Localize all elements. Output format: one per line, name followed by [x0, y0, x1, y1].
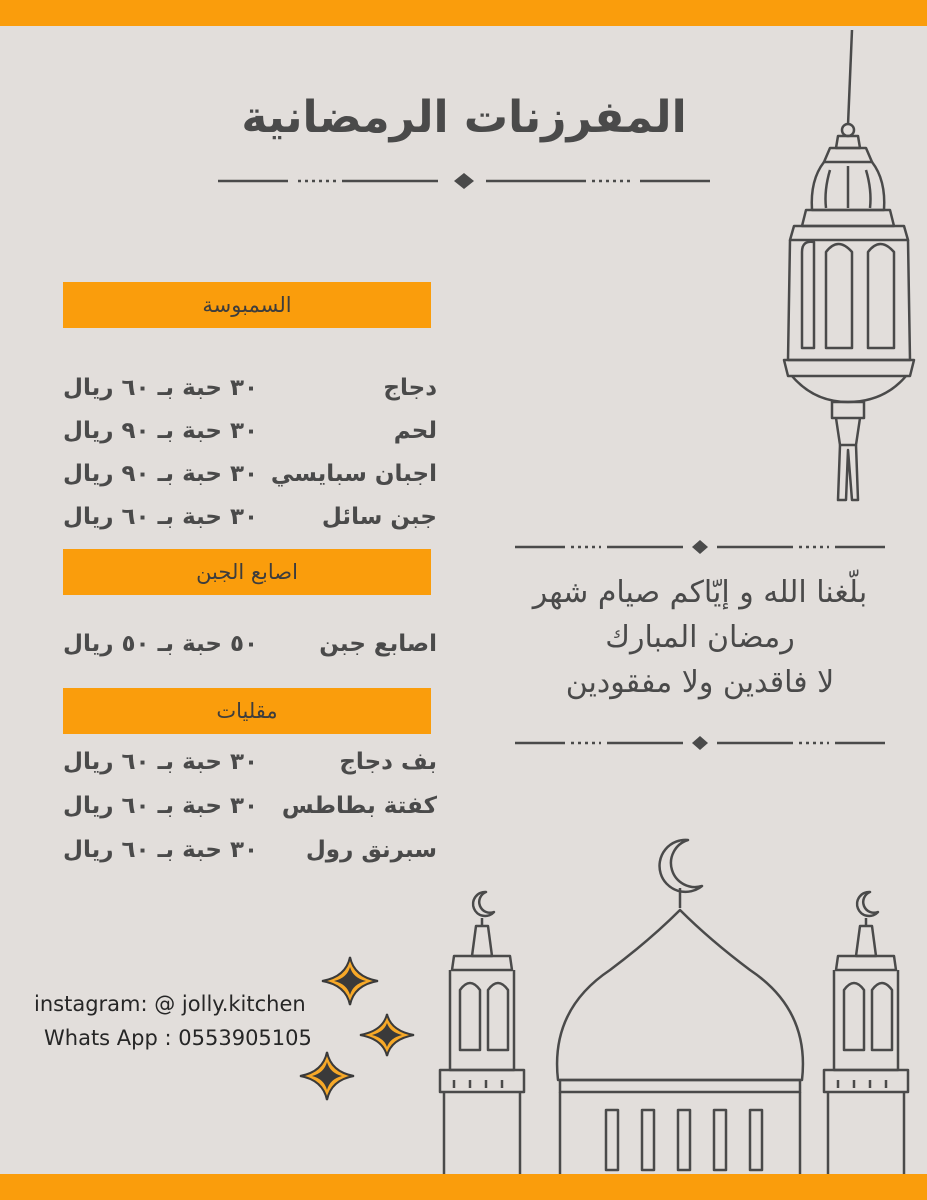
greeting-divider-top [515, 537, 885, 557]
sparkle-star-icon [298, 1050, 356, 1102]
item-name: كفتة بطاطس [281, 793, 437, 819]
item-name: بف دجاج [339, 749, 437, 775]
instagram-contact [34, 992, 306, 1016]
item-price: ٣٠ حبة بـ ٦٠ ريال [63, 793, 259, 819]
whatsapp-label: Whats App : [44, 1026, 172, 1050]
instagram-label: instagram: [34, 992, 148, 1016]
sparkle-star-icon [320, 955, 380, 1007]
item-price: ٣٠ حبة بـ ٦٠ ريال [63, 749, 259, 775]
section-header-cheese-fingers: اصابع الجبن [63, 549, 431, 595]
item-name: دجاج [383, 375, 437, 401]
menu-item [63, 786, 437, 826]
mosque-icon [430, 830, 927, 1174]
item-price: ٣٠ حبة بـ ٩٠ ريال [63, 418, 259, 444]
menu-item [63, 624, 437, 664]
item-name: اصابع جبن [319, 631, 437, 657]
menu-item [63, 497, 437, 537]
menu-item [63, 742, 437, 782]
menu-item [63, 830, 437, 870]
greeting-line-2: رمضان المبارك [605, 620, 795, 655]
item-name: لحم [393, 418, 437, 444]
item-price: ٣٠ حبة بـ ٦٠ ريال [63, 375, 259, 401]
item-price: ٣٠ حبة بـ ٩٠ ريال [63, 461, 259, 487]
top-accent-bar [0, 0, 927, 26]
instagram-handle[interactable]: @ jolly.kitchen [154, 992, 306, 1016]
item-price: ٣٠ حبة بـ ٦٠ ريال [63, 504, 259, 530]
page-title: المفرزنات الرمضانية [241, 92, 687, 143]
item-price: ٣٠ حبة بـ ٦٠ ريال [63, 837, 259, 863]
section-header-samosa: السمبوسة [63, 282, 431, 328]
menu-item [63, 454, 437, 494]
section-header-fried: مقليات [63, 688, 431, 734]
item-name: اجبان سبايسي [270, 461, 437, 487]
item-name: جبن سائل [321, 504, 437, 530]
menu-item [63, 368, 437, 408]
whatsapp-contact [44, 1026, 312, 1050]
item-name: سبرنق رول [305, 837, 437, 863]
greeting-divider-bottom [515, 733, 885, 753]
item-price: ٥٠ حبة بـ ٥٠ ريال [63, 631, 259, 657]
greeting-line-3: لا فاقدين ولا مفقودين [565, 665, 835, 700]
menu-item [63, 411, 437, 451]
whatsapp-number[interactable]: 0553905105 [178, 1026, 312, 1050]
bottom-accent-bar [0, 1174, 927, 1200]
greeting-line-1: بلّغنا الله و إيّاكم صيام شهر [532, 575, 868, 610]
lantern-icon [780, 30, 920, 510]
sparkle-star-icon [358, 1012, 416, 1058]
greeting-message [500, 570, 900, 705]
title-divider [218, 170, 710, 192]
